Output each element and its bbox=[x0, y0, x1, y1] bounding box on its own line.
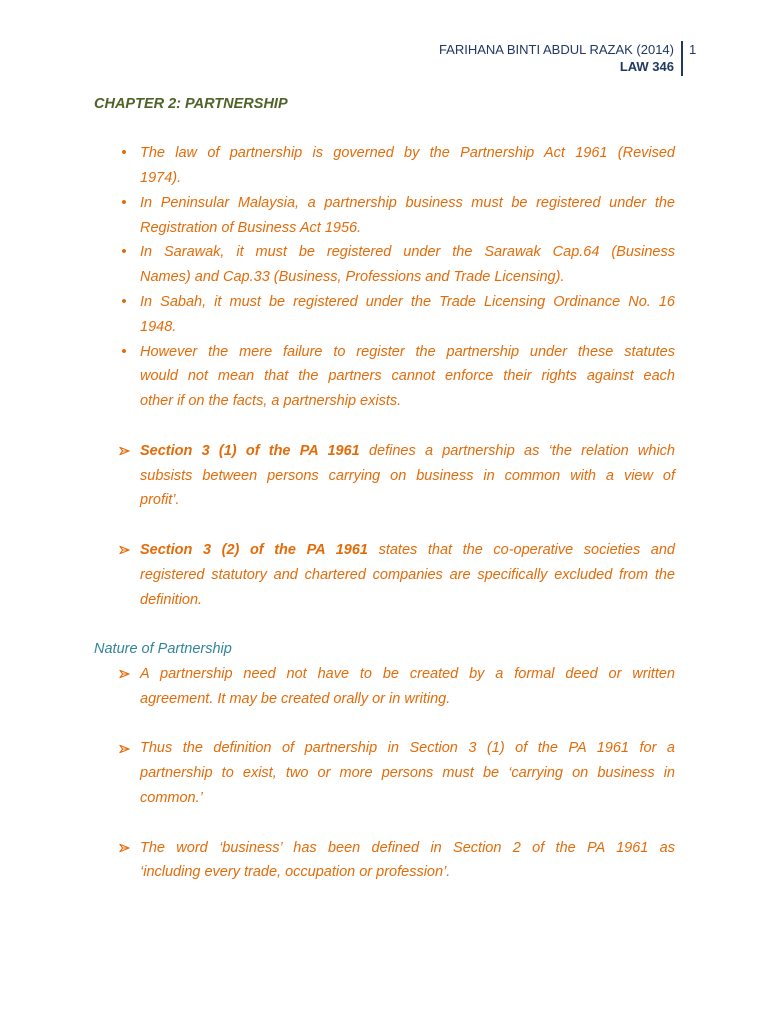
bullet-marker: • bbox=[121, 144, 127, 162]
nature-item bbox=[140, 736, 675, 810]
page-number: 1 bbox=[689, 42, 697, 57]
nature-line: ‘including every trade, occupation or profession’. bbox=[140, 864, 451, 881]
header-course-code: LAW 346 bbox=[619, 59, 674, 74]
nature-item bbox=[140, 662, 675, 712]
arrowhead-icon bbox=[117, 538, 131, 563]
bullet-item bbox=[121, 191, 675, 241]
bullet-marker: • bbox=[121, 342, 127, 360]
bullet-marker: • bbox=[121, 193, 127, 211]
bullet-item bbox=[121, 240, 675, 290]
spacer bbox=[0, 116, 768, 141]
bullet-line: Names) and Cap.33 (Business, Professions and Trade Licensing). bbox=[140, 269, 565, 286]
spacer bbox=[0, 712, 768, 737]
section-line: profit’. bbox=[140, 492, 180, 509]
bullet-line: The law of partnership is governed by the Partnership Act 1961 (Revised bbox=[140, 145, 675, 162]
spacer bbox=[0, 513, 768, 538]
header-divider bbox=[681, 41, 683, 76]
bullet-line: Registration of Business Act 1956. bbox=[140, 219, 362, 236]
section-line: registered statutory and chartered companies are specifically excluded from the bbox=[140, 566, 675, 583]
bullet-line: In Sabah, it must be registered under the Trade Licensing Ordinance No. 16 bbox=[140, 293, 675, 310]
bullet-line: However the mere failure to register the partnership under these statutes bbox=[140, 343, 675, 360]
section-text: states that the co-operative societies and bbox=[378, 541, 675, 558]
bullet-line: In Sarawak, it must be registered under the Sarawak Cap.64 (Business bbox=[140, 244, 675, 261]
bullet-item bbox=[121, 141, 675, 191]
spacer bbox=[0, 811, 768, 836]
bullet-line: 1974). bbox=[140, 169, 182, 186]
bullet-marker: • bbox=[121, 243, 127, 261]
section-item bbox=[140, 538, 675, 612]
document-body bbox=[0, 92, 768, 886]
spacer bbox=[0, 414, 768, 439]
arrowhead-icon bbox=[117, 836, 131, 861]
bullet-line: In Peninsular Malaysia, a partnership business must be registered under the bbox=[140, 194, 675, 211]
section-reference: Section 3 (1) of the PA 1961 bbox=[140, 442, 360, 459]
section-line bbox=[140, 538, 675, 563]
nature-line: Thus the definition of partnership in Section 3 (1) of the PA 1961 for a bbox=[140, 740, 675, 757]
arrowhead-icon bbox=[117, 439, 131, 464]
section-text: defines a partnership as ‘the relation which bbox=[368, 442, 675, 459]
arrowhead-icon bbox=[117, 736, 131, 761]
bullet-line: would not mean that the partners cannot enforce their rights against each bbox=[140, 368, 675, 385]
nature-line: A partnership need not have to be created by a formal deed or written bbox=[140, 665, 675, 682]
nature-line: partnership to exist, two or more persons must be ‘carrying on business in bbox=[140, 765, 675, 782]
section-line: subsists between persons carrying on business in common with a view of bbox=[140, 467, 675, 484]
bullet-item bbox=[121, 340, 675, 414]
section-reference: Section 3 (2) of the PA 1961 bbox=[140, 541, 368, 558]
arrowhead-icon bbox=[117, 662, 131, 687]
nature-item bbox=[140, 836, 675, 886]
chapter-title: CHAPTER 2: PARTNERSHIP bbox=[94, 95, 288, 112]
section-heading: Nature of Partnership bbox=[94, 641, 232, 658]
spacer bbox=[0, 612, 768, 637]
nature-line: agreement. It may be created orally or in writing. bbox=[140, 690, 451, 707]
section-line: definition. bbox=[140, 591, 203, 608]
header-author: FARIHANA BINTI ABDUL RAZAK (2014) bbox=[438, 42, 674, 57]
bullet-line: other if on the facts, a partnership exists. bbox=[140, 393, 402, 410]
section-line bbox=[140, 439, 675, 464]
bullet-marker: • bbox=[121, 292, 127, 310]
section-item bbox=[140, 439, 675, 513]
nature-line: common.’ bbox=[140, 789, 203, 806]
nature-line: The word ‘business’ has been defined in Section 2 of the PA 1961 as bbox=[140, 839, 675, 856]
bullet-item bbox=[121, 290, 675, 340]
bullet-line: 1948. bbox=[140, 318, 177, 335]
